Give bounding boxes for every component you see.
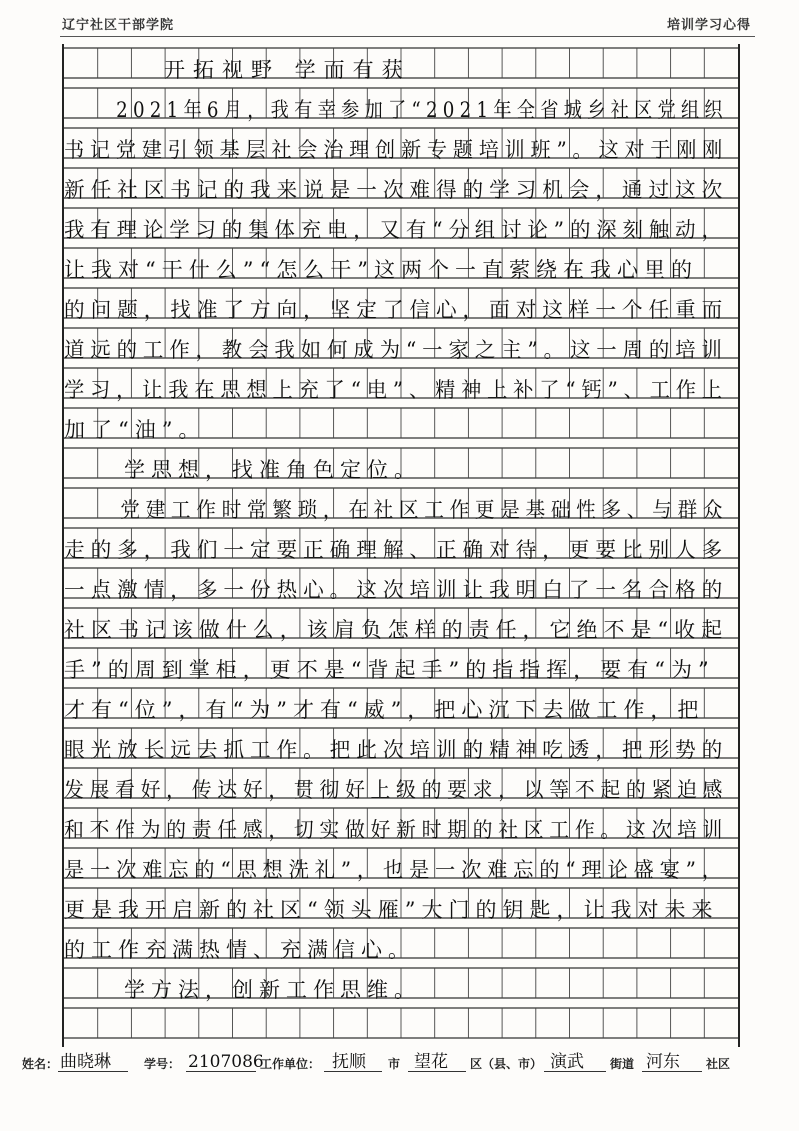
student-id-label: 学号： [144, 1057, 181, 1071]
essay-line: 2021年6月，我有幸参加了“2021年全省城乡社区党组织 [116, 98, 728, 122]
manuscript-grid [62, 44, 740, 1047]
essay-line: 和不作为的责任感，切实做好新时期的社区工作。这次培训 [64, 818, 729, 842]
essay-line: 才有“位”，有“为”才有“威”，把心沉下去做工作，把 [64, 698, 705, 722]
community-label: 社区 [706, 1057, 731, 1071]
street-label: 街道 [610, 1057, 635, 1071]
header-institution: 辽宁社区干部学院 [62, 18, 175, 33]
essay-line: 走的多，我们一定要正确理解、正确对待，更要比别人多 [64, 538, 729, 562]
street-value: 演武 [550, 1052, 584, 1072]
essay-line: 道远的工作，教会我如何成为“一家之主”。这一周的培训 [64, 338, 728, 362]
essay-line: 是一次难忘的“思想洗礼”，也是一次难忘的“理论盛宴”， [64, 858, 728, 882]
essay-line: 更是我开启新的社区“领头雁”大门的钥匙，让我对未来 [64, 898, 719, 922]
essay-line: 书记党建引领基层社会治理创新专题培训班”。这对于刚刚 [64, 138, 729, 162]
student-id-underline [186, 1071, 256, 1072]
essay-line: 社区书记该做什么，该肩负怎样的责任，它绝不是“收起 [64, 618, 729, 642]
essay-line: 眼光放长远去抓工作。把此次培训的精神吃透，把形势的 [64, 738, 729, 762]
community-underline [642, 1071, 702, 1072]
essay-line: 一点激情，多一份热心。这次培训让我明白了一名合格的 [64, 578, 729, 602]
essay-line: 学习，让我在思想上充了“电”、精神上补了“钙”、工作上 [64, 378, 728, 402]
district-value: 望花 [414, 1052, 448, 1072]
essay-line: 加了“油”。 [64, 418, 206, 442]
city-value: 抚顺 [332, 1052, 366, 1072]
district-underline [408, 1071, 466, 1072]
header-doc-type: 培训学习心得 [666, 18, 751, 33]
city-underline [324, 1071, 382, 1072]
header-divider [60, 36, 755, 37]
city-label: 市 [388, 1057, 401, 1071]
student-info-footer [22, 1048, 762, 1076]
essay-line: 我有理论学习的集体充电，又有“分组讨论”的深刻触动， [64, 218, 728, 242]
essay-line: 学思想，找准角色定位。 [124, 458, 421, 482]
essay-line: 新任社区书记的我来说是一次难得的学习机会，通过这次 [64, 178, 729, 202]
essay-line: 党建工作时常繁琐，在社区工作更是基础性多、与群众 [120, 498, 729, 522]
essay-line: 的问题，找准了方向，坚定了信心，面对这样一个任重而 [64, 298, 729, 322]
student-id-value: 2107086 [188, 1052, 264, 1072]
name-value: 曲晓琳 [60, 1052, 111, 1072]
district-label: 区（县、市） [470, 1057, 543, 1071]
street-underline [544, 1071, 606, 1072]
name-label: 姓名： [22, 1057, 59, 1071]
essay-line: 的工作充满热情、充满信心。 [64, 938, 415, 962]
work-unit-label: 工作单位： [260, 1057, 321, 1071]
name-underline [58, 1071, 128, 1072]
essay-line: 手”的周到掌柜，更不是“背起手”的指指挥，要有“为” [64, 658, 715, 682]
essay-line: 学方法，创新工作思维。 [124, 978, 421, 1002]
essay-title: 开拓视野 学而有获 [164, 58, 411, 82]
essay-line: 发展看好，传达好，贯彻好上级的要求，以等不起的紧迫感 [64, 778, 729, 802]
community-value: 河东 [646, 1052, 680, 1072]
essay-line: 让我对“干什么”“怎么干”这两个一直萦绕在我心里的 [64, 258, 698, 282]
